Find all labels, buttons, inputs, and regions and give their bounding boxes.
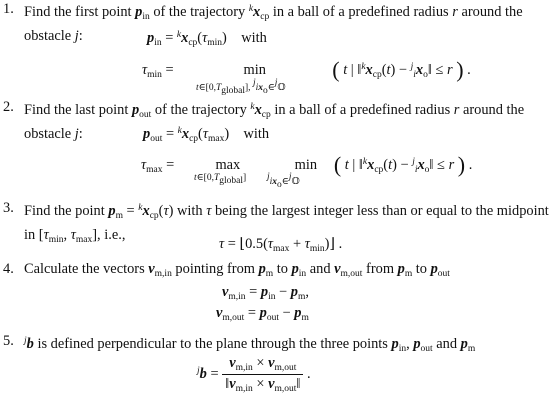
- step-1-equation-1: $p_{in} = ^kx_{cp}(\tau_{min})$ with: [147, 30, 267, 48]
- step-1-text: Find the first point $p_{in}$ of the trajectory $^kx_{cp}$ in a ball of a predefined radius r around the obstacle j:: [24, 4, 523, 44]
- step-3-number: 3.: [3, 200, 14, 216]
- step-5-number: 5.: [3, 333, 14, 349]
- step-1-min-subscript: $t\in[0,T_{global}]$, $^jix_o\in^j𝕆$: [196, 78, 286, 96]
- step-2-equation-2: $\tau_{max} = \max \min$ ( t | $‖^kx_{cp}(t)$ − $^j_ix_o‖ \le r$ ) .: [141, 152, 473, 177]
- step-4-text: Calculate the vectors $v_{m,in}$ pointing from $p_m$ to $p_{in}$ and $v_{m,out}$ from $p_m$ to $p_{out}$: [24, 261, 450, 279]
- step-3-equation: $\tau = ⌊0.5(\tau_{max}$ + $\tau_{min})⌋$ .: [219, 236, 343, 254]
- step-2-number: 2.: [3, 99, 14, 115]
- step-4-equation-2: $v_{m,out} = p_{out} - p_m$: [216, 305, 309, 323]
- step-3-text: Find the point $p_m = ^kx_{cp}(\tau)$ with τ being the largest integer less than or equal to the midpoint in [$\tau_{min}$, $\tau_{max}$], i.e.,: [24, 203, 549, 245]
- step-1-equation-2: $\tau_{min} = \min$ ( t | $‖^kx_{cp}(t)$ − $^j_ix_o‖ \le r$ ) .: [142, 57, 471, 82]
- step-2-max-subscript: $t\in[0,T_{global}]$: [194, 173, 247, 186]
- step-1-number: 1.: [3, 1, 14, 17]
- step-2-equation-1: $p_{out} = ^kx_{cp}(\tau_{max})$ with: [143, 126, 270, 144]
- step-2-min-subscript: $^jix_o\in^j𝕆$: [267, 172, 300, 190]
- step-4-number: 4.: [3, 261, 14, 277]
- step-4-equation-1: $v_{m,in} = p_{in} - p_m$,: [222, 284, 309, 302]
- step-5-text: $^j$b is defined perpendicular to the plane through the three points $p_{in}$, $p_{out}$ and $p_m$: [24, 336, 476, 354]
- step-5-equation: $^j$b = $\frac{v_{m,in} \times v_{m,out}}{‖v_{m,in} \times v_{m,out}‖}$ .: [197, 355, 311, 394]
- step-2-text: Find the last point $p_{out}$ of the trajectory $^kx_{cp}$ in a ball of a predefined radius r around the obstacle j:: [24, 102, 525, 142]
